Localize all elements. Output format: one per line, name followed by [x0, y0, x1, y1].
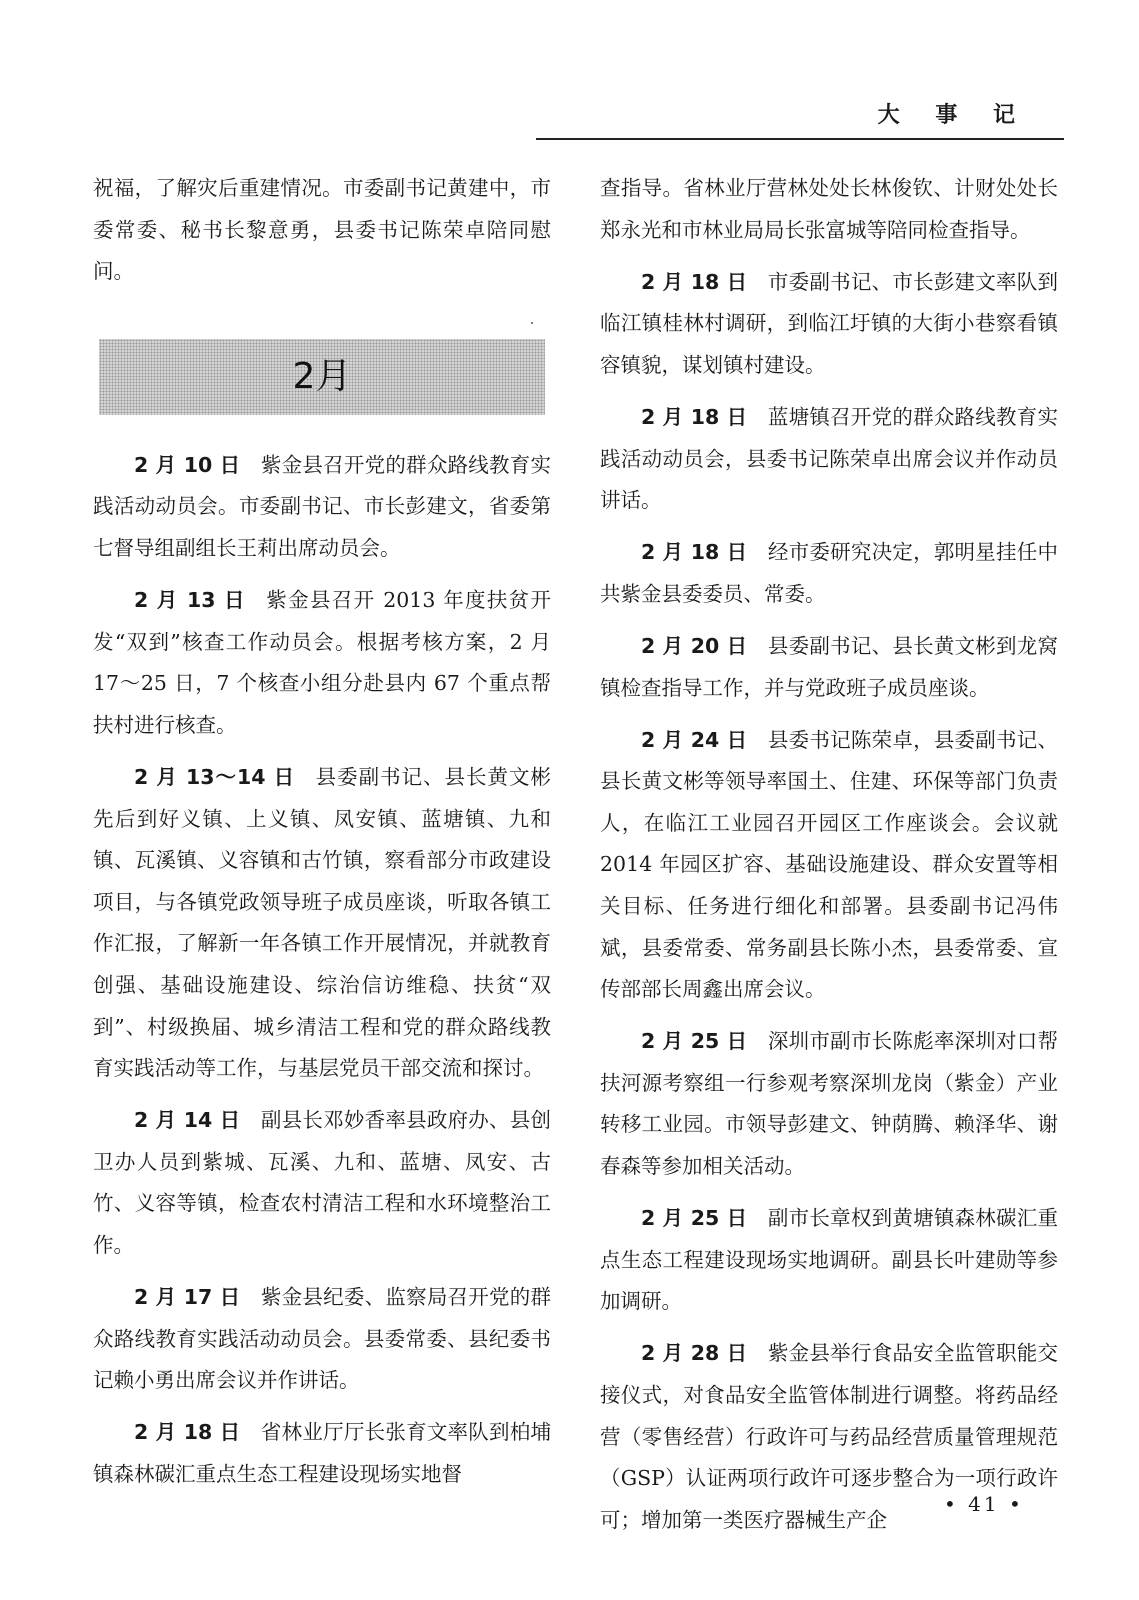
month-heading-banner — [99, 339, 545, 415]
event-entry — [93, 1412, 551, 1495]
event-text: 紫金县召开党的群众路线教育实践活动动员会。市委副书记、市长彭建文，省委第七督导组副组长王莉出席动员会。 — [93, 452, 552, 560]
event-date: 2 月 10 日 — [134, 452, 241, 477]
event-date: 2 月 13 日 — [134, 588, 246, 613]
event-date: 2 月 18 日 — [641, 404, 748, 429]
event-date: 2 月 14 日 — [134, 1108, 241, 1133]
event-text: 副县长邓妙香率县政府办、县创卫办人员到紫城、瓦溪、九和、蓝塘、凤安、古竹、义容等镇，检查农村清洁工程和水环境整治工作。 — [93, 1108, 552, 1257]
event-date: 2 月 28 日 — [641, 1341, 748, 1366]
event-date: 2 月 24 日 — [641, 727, 748, 752]
event-date: 2 月 20 日 — [641, 633, 748, 658]
event-text: 紫金县纪委、监察局召开党的群众路线教育实践活动动员会。县委常委、县纪委书记赖小勇出席会议并作讲话。 — [93, 1285, 552, 1393]
event-text: 蓝塘镇召开党的群众路线教育实践活动动员会，县委书记陈荣卓出席会议并作动员讲话。 — [600, 404, 1059, 513]
event-entry — [600, 532, 1058, 615]
event-text: 副市长章权到黄塘镇森林碳汇重点生态工程建设现场实地调研。副县长叶建勋等参加调研。 — [600, 1206, 1059, 1314]
continuation-paragraph: 查指导。省林业厅营林处处长林俊钦、计财处处长郑永光和市林业局局长张富城等陪同检查指导。 — [600, 176, 1058, 242]
event-entry — [600, 626, 1058, 709]
month-heading: 2月 — [292, 355, 352, 397]
header-rule — [536, 138, 1064, 140]
event-text: 县委副书记、县长黄文彬到龙窝镇检查指导工作，并与党政班子成员座谈。 — [600, 633, 1059, 700]
running-header-title: 大 事 记 — [877, 103, 1029, 128]
event-text: 省林业厅厅长张育文率队到柏埔镇森林碳汇重点生态工程建设现场实地督 — [93, 1420, 552, 1486]
event-entry — [600, 720, 1058, 1011]
event-entry — [93, 757, 551, 1090]
event-text: 市委副书记、市长彭建文率队到临江镇桂林村调研，到临江圩镇的大街小巷察看镇容镇貌，谋划镇村建设。 — [600, 269, 1059, 377]
event-entry — [600, 397, 1058, 522]
page-number: • 41 • — [944, 1492, 1024, 1516]
right-column — [600, 168, 1058, 1552]
event-text: 紫金县召开 2013 年度扶贫开发“双到”核查工作动员会。根据考核方案，2 月 17～25 日，7 个核查小组分赴县内 67 个重点帮扶村进行核查。 — [93, 588, 552, 737]
event-entry — [600, 262, 1058, 387]
intro-paragraph: 祝福，了解灾后重建情况。市委副书记黄建中，市委常委、秘书长黎意勇，县委书记陈荣卓陪同慰问。 — [93, 176, 551, 284]
event-date: 2 月 17 日 — [134, 1285, 241, 1310]
event-entry — [93, 445, 551, 570]
event-date: 2 月 18 日 — [641, 269, 748, 294]
event-date: 2 月 25 日 — [641, 1029, 748, 1054]
event-date: 2 月 18 日 — [641, 540, 748, 565]
event-text: 县委书记陈荣卓，县委副书记、县长黄文彬等领导率国土、住建、环保等部门负责人，在临江工业园召开园区工作座谈会。会议就 2014 年园区扩容、基础设施建设、群众安置等相关目标、任务进行细化和部署。县委副书记冯伟斌，县委常委、常务副县长陈小杰，县委常委、宣传部部长周鑫出席会议。 — [600, 727, 1059, 1002]
event-entry — [93, 1100, 551, 1266]
event-date: 2 月 18 日 — [134, 1420, 241, 1445]
left-column — [93, 168, 551, 1506]
event-text: 紫金县举行食品安全监管职能交接仪式，对食品安全监管体制进行调整。将药品经营（零售经营）行政许可与药品经营质量管理规范（GSP）认证两项行政许可逐步整合为一项行政许可；增加第一类医疗器械生产企 — [600, 1341, 1059, 1532]
event-entry — [93, 580, 551, 746]
event-date: 2 月 25 日 — [641, 1206, 748, 1231]
event-text: 经市委研究决定，郭明星挂任中共紫金县委委员、常委。 — [600, 540, 1059, 606]
event-entry — [600, 1021, 1058, 1187]
event-entry — [600, 1198, 1058, 1323]
event-date: 2 月 13～14 日 — [134, 764, 296, 789]
event-text: 深圳市副市长陈彪率深圳对口帮扶河源考察组一行参观考察深圳龙岗（紫金）产业转移工业园。市领导彭建文、钟荫腾、赖泽华、谢春森等参加相关活动。 — [600, 1029, 1059, 1179]
event-text: 县委副书记、县长黄文彬先后到好义镇、上义镇、凤安镇、蓝塘镇、九和镇、瓦溪镇、义容镇和古竹镇，察看部分市政建设项目，与各镇党政领导班子成员座谈，听取各镇工作汇报，了解新一年各镇工作开展情况，并就教育创强、基础设施建设、综治信访维稳、扶贫“双到”、村级换届、城乡清洁工程和党的群众路线教育实践活动等工作，与基层党员干部交流和探讨。 — [93, 764, 552, 1081]
event-entry — [93, 1277, 551, 1402]
